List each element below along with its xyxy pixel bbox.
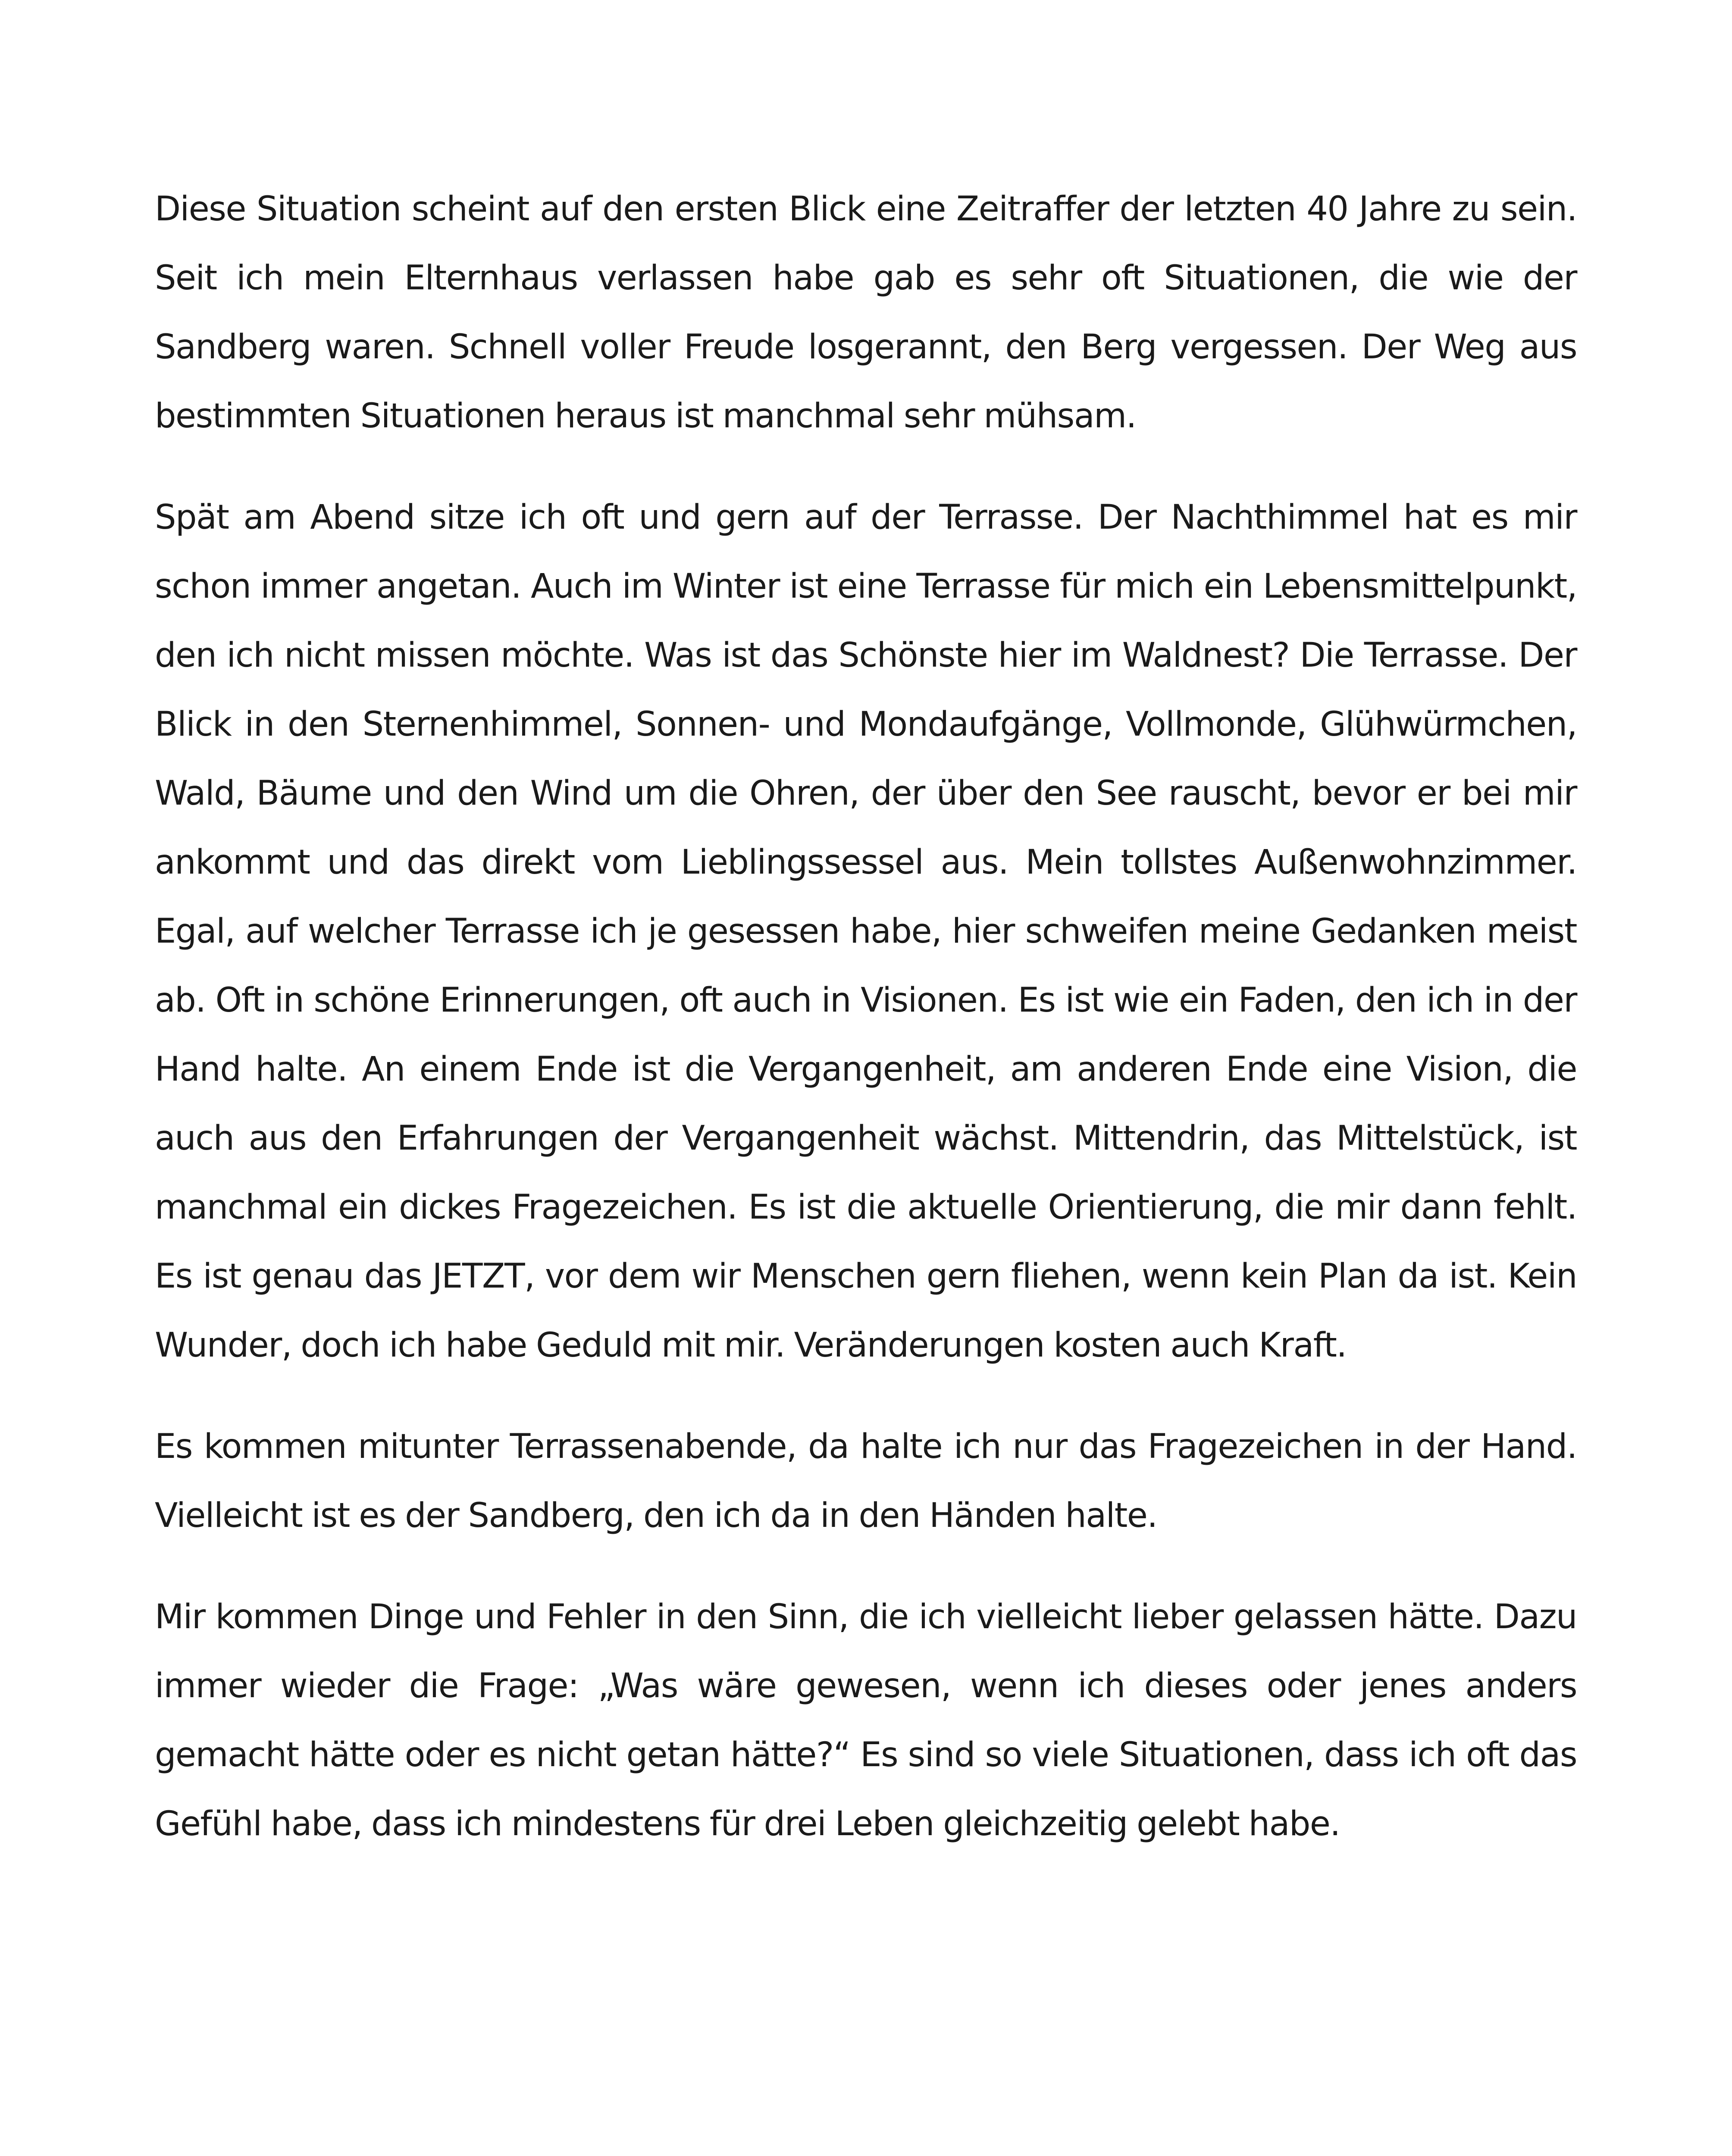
paragraph-2: Spät am Abend sitze ich oft und gern auf der Terrasse. Der Nachthimmel hat es mir schon immer angetan. Auch im Winter ist eine Terrasse für mich ein Lebensmittelpunkt, den ich nicht missen möchte. Was ist das Schönste hier im Waldnest? Die Terrasse. Der Blick in den Sternenhimmel, Sonnen- und Mondaufgänge, Vollmonde, Glühwürmchen, Wald, Bäume und den Wind um die Ohren, der über den See rauscht, bevor er bei mir ankommt und das direkt vom Lieblingssessel aus. Mein tollstes Außenwohnzimmer. Egal, auf welcher Terrasse ich je gesessen habe, hier schweifen meine Gedanken meist ab. Oft in schöne Erinnerungen, oft auch in Visionen. Es ist wie ein Faden, den ich in der Hand halte. An einem Ende ist die Vergangenheit, am anderen Ende eine Vision, die auch aus den Erfahrungen der Vergangenheit wächst. Mittendrin, das Mittelstück, ist manchmal ein dickes Fragezeichen. Es ist die aktuelle Orientierung, die mir dann fehlt. Es ist genau das JETZT, vor dem wir Menschen gern fliehen, wenn kein Plan da ist. Kein Wunder, doch ich habe Geduld mit mir. Veränderungen kosten auch Kraft. — [155, 498, 1577, 1365]
paragraph-3: Es kommen mitunter Terrassenabende, da halte ich nur das Fragezeichen in der Hand. Vielleicht ist es der Sandberg, den ich da in den Händen halte. — [155, 1427, 1577, 1535]
body-text — [155, 175, 1577, 1891]
paragraph-4: Mir kommen Dinge und Fehler in den Sinn, die ich vielleicht lieber gelassen hätte. Dazu immer wieder die Frage: „Was wäre gewesen, wenn ich dieses oder jenes anders gemacht hätte oder es nicht getan hätte?“ Es sind so viele Situationen, dass ich oft das Gefühl habe, dass ich mindestens für drei Leben gleichzeitig gelebt habe. — [155, 1598, 1577, 1843]
paragraph-1: Diese Situation scheint auf den ersten Blick eine Zeitraffer der letzten 40 Jahre zu sein. Seit ich mein Elternhaus verlassen habe gab es sehr oft Situationen, die wie der Sandberg waren. Schnell voller Freude losgerannt, den Berg vergessen. Der Weg aus bestimmten Situationen heraus ist manchmal sehr mühsam. — [155, 190, 1577, 436]
